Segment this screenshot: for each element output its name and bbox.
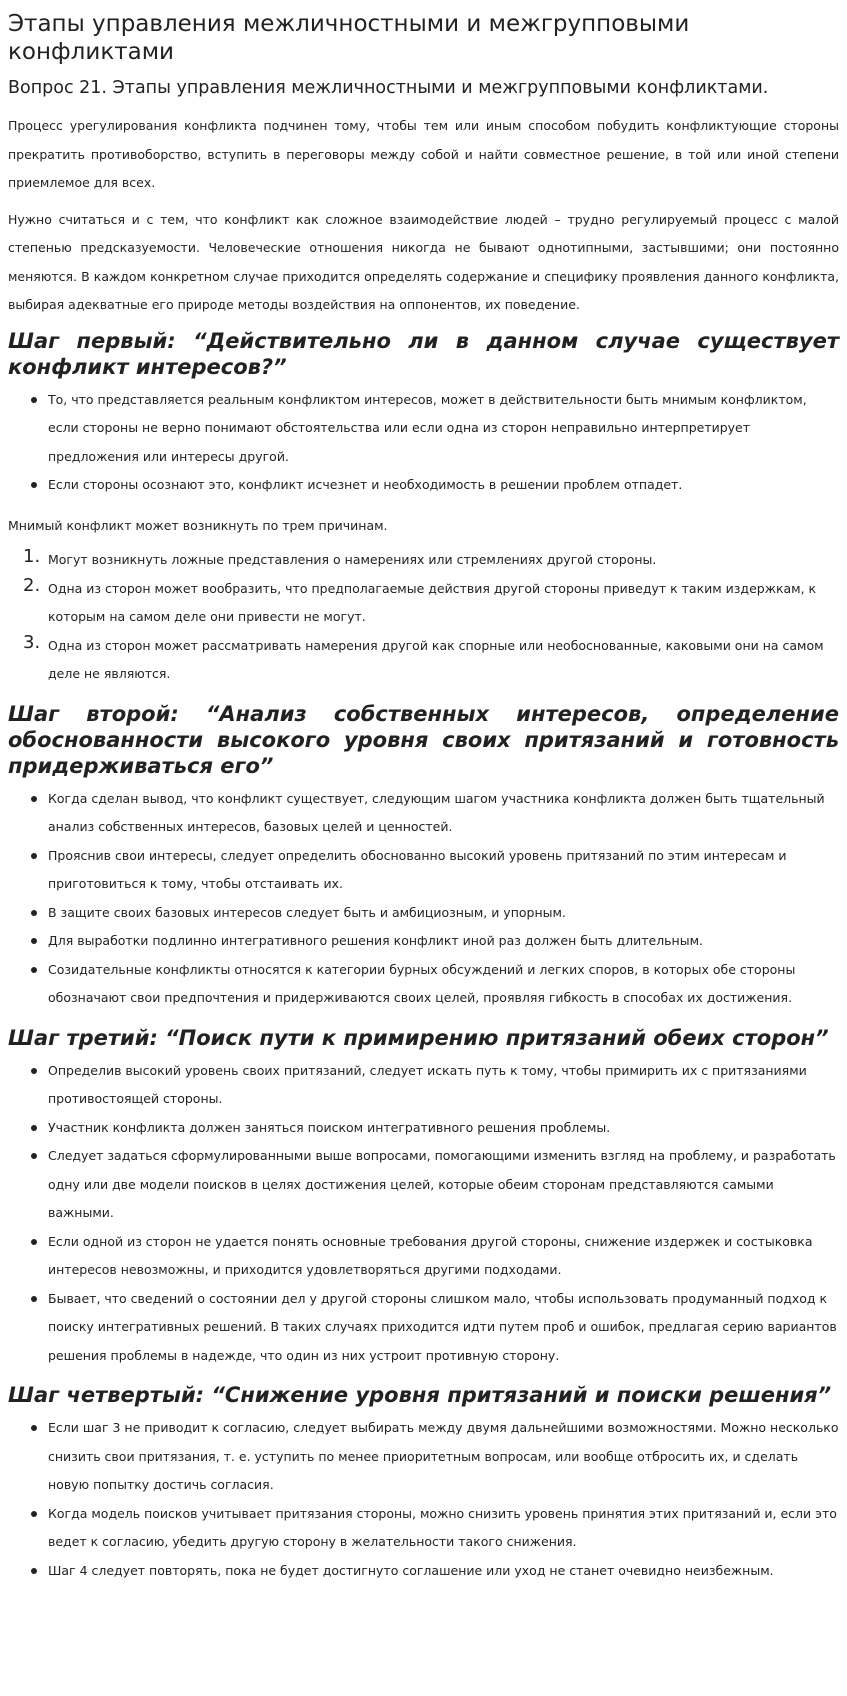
bullet-list bbox=[8, 1057, 839, 1371]
list-number: 3. bbox=[23, 631, 41, 653]
list-item-text: Когда сделан вывод, что конфликт существует, следующим шагом участника конфликта должен быть тщательный анализ собственных интересов, базовых целей и ценностей. bbox=[48, 790, 825, 834]
list-item-text: Бывает, что сведений о состоянии дел у другой стороны слишком мало, чтобы использовать продуманный подход к поиску интегративных решений. В таких случаях приходится идти путем проб и ошибок, предлагая серию вариантов решения проблемы в надежде, что один из них устроит противную сторону. bbox=[48, 1290, 837, 1363]
list-item bbox=[48, 1142, 839, 1228]
list-item-text: Если шаг 3 не приводит к согласию, следует выбирать между двумя дальнейшими возможностями. Можно несколько снизить свои притязания, т. е. уступить по менее приоритетным вопросам, или вообще отбросить их, и сделать новую попытку достичь согласия. bbox=[48, 1420, 839, 1492]
list-item-text: Одна из сторон может вообразить, что предполагаемые действия другой стороны приведут к таким издержкам, к которым на самом деле они привести не могут. bbox=[48, 580, 817, 624]
list-item bbox=[23, 631, 839, 689]
list-item bbox=[48, 1414, 839, 1500]
list-item bbox=[48, 1057, 839, 1114]
list-item bbox=[48, 842, 839, 899]
list-item bbox=[48, 1557, 839, 1586]
bullet-icon bbox=[31, 1239, 37, 1245]
list-item bbox=[23, 546, 839, 575]
question-heading: Вопрос 21. Этапы управления межличностными и межгрупповыми конфликтами. bbox=[8, 78, 769, 98]
bullet-icon bbox=[31, 1511, 37, 1517]
list-item-text: То, что представляется реальным конфликтом интересов, может в действительности быть мнимым конфликтом, если стороны не верно понимают обстоятельства или если одна из сторон неправильно интерпретирует предложения или интересы другой. bbox=[48, 391, 807, 464]
list-item-text: Созидательные конфликты относятся к категории бурных обсуждений и легких споров, в которых обе стороны обозначают свои предпочтения и придерживаются своих целей, проявляя гибкость в способах их достижения. bbox=[48, 961, 796, 1005]
bullet-list bbox=[8, 1414, 839, 1585]
bullet-list bbox=[8, 785, 839, 1013]
list-item-text: Участник конфликта должен заняться поиском интегративного решения проблемы. bbox=[48, 1119, 611, 1135]
list-item bbox=[48, 1114, 839, 1143]
list-item bbox=[48, 927, 839, 956]
step-heading: Шаг второй: “Анализ собственных интересов, определение обоснованности высокого уровня своих притязаний и готовность придерживаться его” bbox=[8, 701, 839, 778]
bullet-icon bbox=[31, 938, 37, 944]
list-item bbox=[48, 1285, 839, 1371]
page-title: Этапы управления межличностными и межгрупповыми конфликтами bbox=[8, 11, 690, 65]
bullet-icon bbox=[31, 397, 37, 403]
bullet-icon bbox=[31, 1568, 37, 1574]
bullet-icon bbox=[31, 1296, 37, 1302]
list-item-text: Если одной из сторон не удается понять основные требования другой стороны, снижение издержек и состыковка интересов невозможны, и приходится удовлетворяться другими подходами. bbox=[48, 1233, 813, 1277]
bullet-icon bbox=[31, 1153, 37, 1159]
bullet-list bbox=[8, 386, 839, 500]
list-item-text: Если стороны осознают это, конфликт исчезнет и необходимость в решении проблем отпадет. bbox=[48, 477, 683, 492]
list-item-text: Для выработки подлинно интегративного решения конфликт иной раз должен быть длительным. bbox=[48, 933, 703, 948]
list-item-text: Следует задаться сформулированными выше вопросами, помогающими изменить взгляд на проблему, и разработать одну или две модели поисков в целях достижения целей, которые обеим сторонам представляются самыми важными. bbox=[48, 1148, 836, 1220]
list-item-text: Когда модель поисков учитывает притязания стороны, можно снизить уровень принятия этих притязаний и, если это ведет к согласию, убедить другую сторону в желательности такого снижения. bbox=[48, 1505, 837, 1549]
step-heading: Шаг третий: “Поиск пути к примирению притязаний обеих сторон” bbox=[8, 1025, 829, 1050]
intro-paragraph: Нужно считаться и с тем, что конфликт как сложное взаимодействие людей – трудно регулируемый процесс с малой степенью предсказуемости. Человеческие отношения никогда не бывают однотипными, застывшими; они постоянно меняются. В каждом конкретном случае приходится определять содержание и специфику проявления данного конфликта, выбирая адекватные его природе методы воздействия на оппонентов, их поведение. bbox=[8, 211, 839, 312]
step-heading: Шаг четвертый: “Снижение уровня притязаний и поиски решения” bbox=[8, 1383, 832, 1407]
list-item bbox=[48, 956, 839, 1013]
list-item bbox=[48, 386, 839, 472]
bullet-icon bbox=[31, 1425, 37, 1431]
list-item-text: Одна из сторон может рассматривать намерения другой как спорные или необоснованные, каковыми они на самом деле не являются. bbox=[48, 637, 824, 681]
bullet-icon bbox=[31, 796, 37, 802]
list-item bbox=[23, 574, 839, 632]
list-item bbox=[48, 785, 839, 842]
bullet-icon bbox=[31, 1068, 37, 1074]
list-item-text: Могут возникнуть ложные представления о намерениях или стремлениях другой стороны. bbox=[48, 552, 657, 567]
numbered-list bbox=[8, 546, 839, 689]
bullet-icon bbox=[31, 967, 37, 973]
bullet-icon bbox=[31, 853, 37, 859]
list-item-text: В защите своих базовых интересов следует быть и амбициозным, и упорным. bbox=[48, 904, 566, 920]
bullet-icon bbox=[31, 482, 37, 488]
intro-paragraph: Процесс урегулирования конфликта подчинен тому, чтобы тем или иным способом побудить конфликтующие стороны прекратить противоборство, вступить в переговоры между собой и найти совместное решение, в той или иной степени приемлемое для всех. bbox=[8, 118, 839, 190]
list-item bbox=[48, 471, 839, 500]
list-item bbox=[48, 899, 839, 928]
list-number: 1. bbox=[23, 546, 41, 567]
causes-intro: Мнимый конфликт может возникнуть по трем причинам. bbox=[8, 517, 388, 533]
list-item bbox=[48, 1500, 839, 1557]
step-heading: Шаг первый: “Действительно ли в данном случае существует конфликт интересов?” bbox=[8, 328, 839, 379]
list-number: 2. bbox=[23, 574, 41, 596]
bullet-icon bbox=[31, 1125, 37, 1131]
bullet-icon bbox=[31, 910, 37, 916]
list-item-text: Определив высокий уровень своих притязаний, следует искать путь к тому, чтобы примирить их с притязаниями противостоящей стороны. bbox=[48, 1062, 807, 1106]
list-item bbox=[48, 1228, 839, 1285]
list-item-text: Шаг 4 следует повторять, пока не будет достигнуто соглашение или уход не станет очевидно неизбежным. bbox=[48, 1562, 774, 1578]
list-item-text: Прояснив свои интересы, следует определить обоснованно высокий уровень притязаний по этим интересам и приготовиться к тому, чтобы отстаивать их. bbox=[48, 847, 787, 891]
